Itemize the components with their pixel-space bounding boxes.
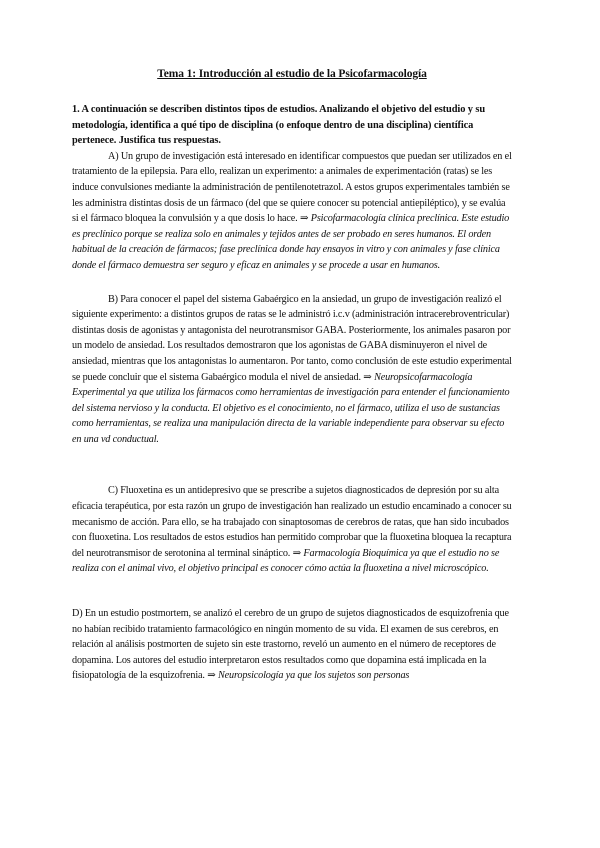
- arrow-icon: ⇒: [299, 213, 309, 225]
- study-b-text: B) Para conocer el papel del sistema Gabaérgico en la ansiedad, un grupo de investigación realizó el siguiente experimento: a distintos grupos de ratas se le administró i.c.v (administración intracerebroventricular) distintas dosis de agonistas y antagonista del neurotransmisor GABA. Posteriormente, los animales pasaron por un modelo de ansiedad. Los resultados demostraron que los agonistas de GABA disminuyeron el nivel de ansiedad, mientras que los antagonistas lo aumentaron. Por tanto, como conclusión de este estudio experimental se puede concluir que el sistema Gabaérgico modula el nivel de ansiedad.: [72, 293, 512, 383]
- study-c: [72, 483, 512, 577]
- arrow-icon: ⇒: [207, 670, 216, 682]
- arrow-icon: ⇒: [292, 547, 302, 559]
- study-d-answer: Neuropsicología ya que los sujetos son personas: [218, 670, 410, 682]
- study-c-answer: Farmacología Bioquímica ya que el estudio no se realiza con el animal vivo, el objetivo principal es conocer cómo actúa la fluoxetina a nivel microscópico.: [72, 547, 500, 575]
- study-d: [72, 606, 512, 684]
- arrow-icon: ⇒: [363, 371, 372, 383]
- question-statement: 1. A continuación se describen distintos tipos de estudios. Analizando el objetivo del estudio y su metodología, identifica a qué tipo de disciplina (o enfoque dentro de una disciplina) científica pertenece. Justifica tus respuestas.: [72, 104, 486, 147]
- study-a: [72, 149, 512, 274]
- study-a-text: A) Un grupo de investigación está interesado en identificar compuestos que puedan ser utilizados en el tratamiento de la epilepsia. Para ello, realizan un experimento: a animales de experimentación (ratas) se les induce convulsiones mediante la administración de pentilenotetrazol. A estos grupos experimentales también se les administra distintas dosis de un fármaco (del que se quiere conocer su potencial antiepiléptico), y se evalúa si el fármaco bloquea la convulsión y a que dosis lo hace.: [72, 150, 512, 225]
- study-c-text: C) Fluoxetina es un antidepresivo que se prescribe a sujetos diagnosticados de depresión por su alta eficacia terapéutica, por esta razón un grupo de investigación han realizado un estudio encaminado a conocer su mecanismo de acción. Para ello, se ha trabajado con sinaptosomas de cerebros de ratas, que han sido incubados con fluoxetina. Los resultados de estos estudios han permitido comprobar que la fluoxetina bloquea la recaptura del neurotransmisor de serotonina al terminal sináptico.: [72, 485, 512, 559]
- study-a-answer: Psicofarmacología clínica preclínica. Este estudio es preclínico porque se realiza solo en animales y tejidos antes de ser probado en seres humanos. El orden habitual de la creación de fármacos; fase preclínica donde hay ensayos in vitro y con animales y fase clínica donde el fármaco demuestra ser seguro y eficaz en animales y se procede a usar en humanos.: [72, 213, 510, 271]
- page-title: Tema 1: Introducción al estudio de la Psicofarmacología: [157, 68, 427, 80]
- study-d-text: D) En un estudio postmortem, se analizó el cerebro de un grupo de sujetos diagnosticados de esquizofrenia que no habían recibido tratamiento farmacológico en ningún momento de su vida. El examen de sus cerebros, en relación al análisis postmorten de sujeto sin este trastorno, reveló un aumento en el número de receptores de dopamina. Los autores del estudio interpretaron estos resultados como que dopamina está implicada en la fisiopatología de la esquizofrenia.: [72, 608, 509, 682]
- study-b: [72, 292, 512, 448]
- study-b-answer: Neuropsicofarmacología Experimental ya que utiliza los fármacos como herramientas de investigación para entender el funcionamiento del sistema nervioso y la conducta. El objetivo es el conocimiento, no el fármaco, utiliza el uso de sustancias como herramientas, se realiza una manipulación directa de la variable independiente para observar su efecto en una vd conductual.: [72, 371, 510, 445]
